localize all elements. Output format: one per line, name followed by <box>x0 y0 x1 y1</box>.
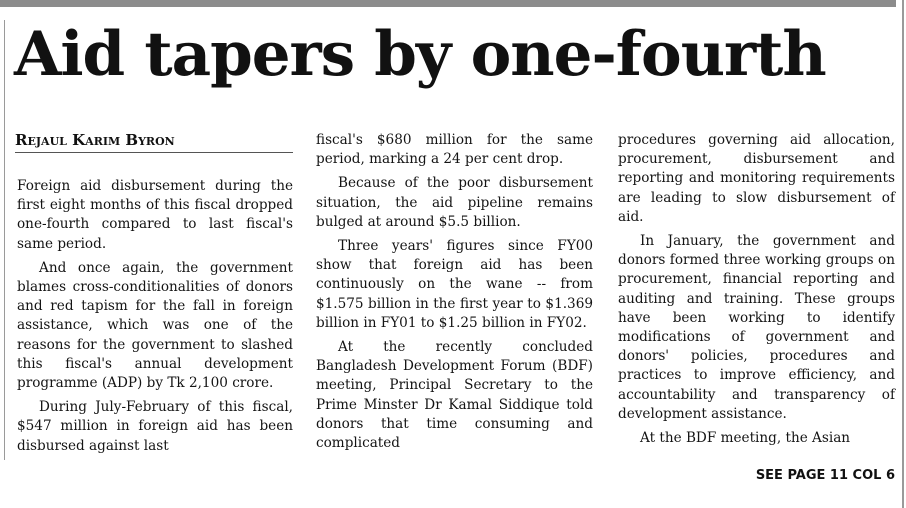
paragraph: In January, the government and donors formed three working groups on procurement, financial reporting and auditing and training. These groups have been working to identify modifications of government and donors' policies, procedures and practices to improve efficiency, and accountability and transparency of development assistance. <box>618 233 895 422</box>
continuation-jump-line[interactable]: SEE PAGE 11 COL 6 <box>755 468 895 483</box>
right-rule <box>902 0 904 508</box>
paragraph: Three years' figures since FY00 show that foreign aid has been continuously on the wane -- from $1.575 billion in the first year to $1.369 billion in FY01 to $1.25 billion in FY02. <box>316 238 593 331</box>
article-column-2 <box>316 131 593 458</box>
article-column-1 <box>17 177 293 461</box>
paragraph: fiscal's $680 million for the same period, marking a 24 per cent drop. <box>316 132 593 168</box>
paragraph: And once again, the government blames cross-conditionalities of donors and red tapism for the fall in foreign assistance, which was one of the reasons for the government to slashed this fiscal's annual development programme (ADP) by Tk 2,100 crore. <box>17 259 293 392</box>
paragraph: During July-February of this fiscal, $547 million in foreign aid has been disbursed against last <box>17 399 293 454</box>
paragraph: Foreign aid disbursement during the first eight months of this fiscal dropped one-fourth compared to last fiscal's same period. <box>17 178 293 252</box>
paragraph: procedures governing aid allocation, procurement, disbursement and reporting and monitoring requirements are leading to slow disbursement of aid. <box>618 132 895 225</box>
paragraph: At the recently concluded Bangladesh Development Forum (BDF) meeting, Principal Secretary to the Prime Minster Dr Kamal Siddique told donors that time consuming and complicated <box>316 339 593 452</box>
byline-underline <box>15 152 293 153</box>
left-rule <box>4 20 5 460</box>
top-rule <box>0 0 896 7</box>
paragraph: Because of the poor disbursement situation, the aid pipeline remains bulged at around $5.5 billion. <box>316 175 593 230</box>
paragraph: At the BDF meeting, the Asian <box>640 430 851 447</box>
byline: Rejaul Karim Byron <box>15 131 175 149</box>
article-column-3 <box>618 131 895 453</box>
headline: Aid tapers by one-fourth <box>14 19 826 90</box>
